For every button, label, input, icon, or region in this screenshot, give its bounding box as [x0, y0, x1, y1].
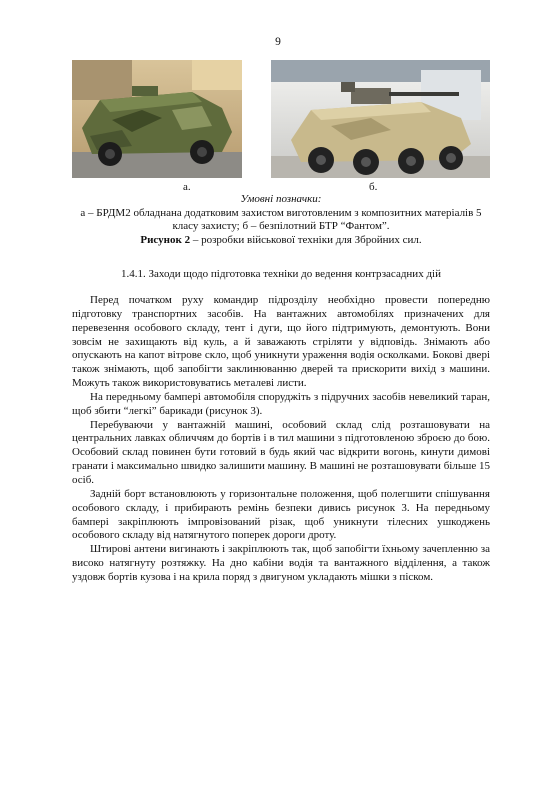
subfigure-label-b: б.	[369, 181, 378, 193]
paragraph: Перебуваючи у вантажній машині, особовий склад слід розташовувати на центральних лавках обличчям до бортів і в тил машини з підготовленою зброєю до бою. Особовий склад повинен бути готовий в будь який час відкрити вогонь, кинути димові гранати і максимально швидко залишити машину. В машині не розташовувати більше 15 осіб.	[72, 418, 490, 486]
unmanned-apc-photo	[271, 60, 490, 178]
paragraph: Задній борт встановлюють у горизонтальне положення, щоб полегшити спішування особового складу, і прибирають ремінь безпеки дивись рисунок 3. На передньому бампері закріплюють імпровізований різак, щоб уникнути тілесних ушкоджень особового складу від натягнутого поперек дороги дроту.	[72, 487, 490, 542]
figure-title-text: – розробки військової техніки для Збройних сил.	[190, 233, 422, 246]
figure-title	[72, 234, 490, 248]
figure-photos	[72, 60, 490, 180]
subfigure-label-a: а.	[183, 181, 191, 193]
armored-vehicle-photo	[72, 60, 242, 178]
figure-number: Рисунок 2	[140, 233, 191, 246]
figure-caption	[72, 193, 490, 247]
legend-title: Умовні позначки:	[240, 193, 322, 205]
legend-text: а – БРДМ2 обладнана додатковим захистом виготовленим з композитних матеріалів 5 класу захисту; б – безпілотний БТР “Фантом”.	[80, 206, 482, 233]
paragraph: На передньому бампері автомобіля споруджіть з підручних засобів невеликий таран, щоб збити “легкі” барикади (рисунок 3).	[72, 390, 490, 417]
paragraph: Штирові антени вигинають і закріплюють так, щоб запобігти їхньому зачепленню за високо натягнуту розтяжку. На дно кабіни водія та вантажного відділення, а також уздовж бортів кузова і на крила поряд з двигуном укладають мішки з піском.	[72, 543, 490, 583]
page-number: 9	[275, 36, 281, 48]
paragraph: Перед початком руху командир підрозділу необхідно провести попередню підготовку транспортних засобів. На вантажних автомобілях призначених для перевезення особового складу, тент і дуги, що його підтримують, демонтують. Вони зовсім не захищають від куль, а й заважають стріляти у відповідь. Знімають або опускають на капот вітрове скло, щоб уникнути ураження водія осколками. Бокові двері також знімають, щоб запобігти заклинюванню дверей та прискорити вихід з машини. Можуть також використовуватись металеві листи.	[72, 294, 490, 390]
section-heading: 1.4.1. Заходи щодо підготовка техніки до ведення контрзасадних дій	[121, 268, 441, 280]
body-text	[72, 294, 490, 585]
